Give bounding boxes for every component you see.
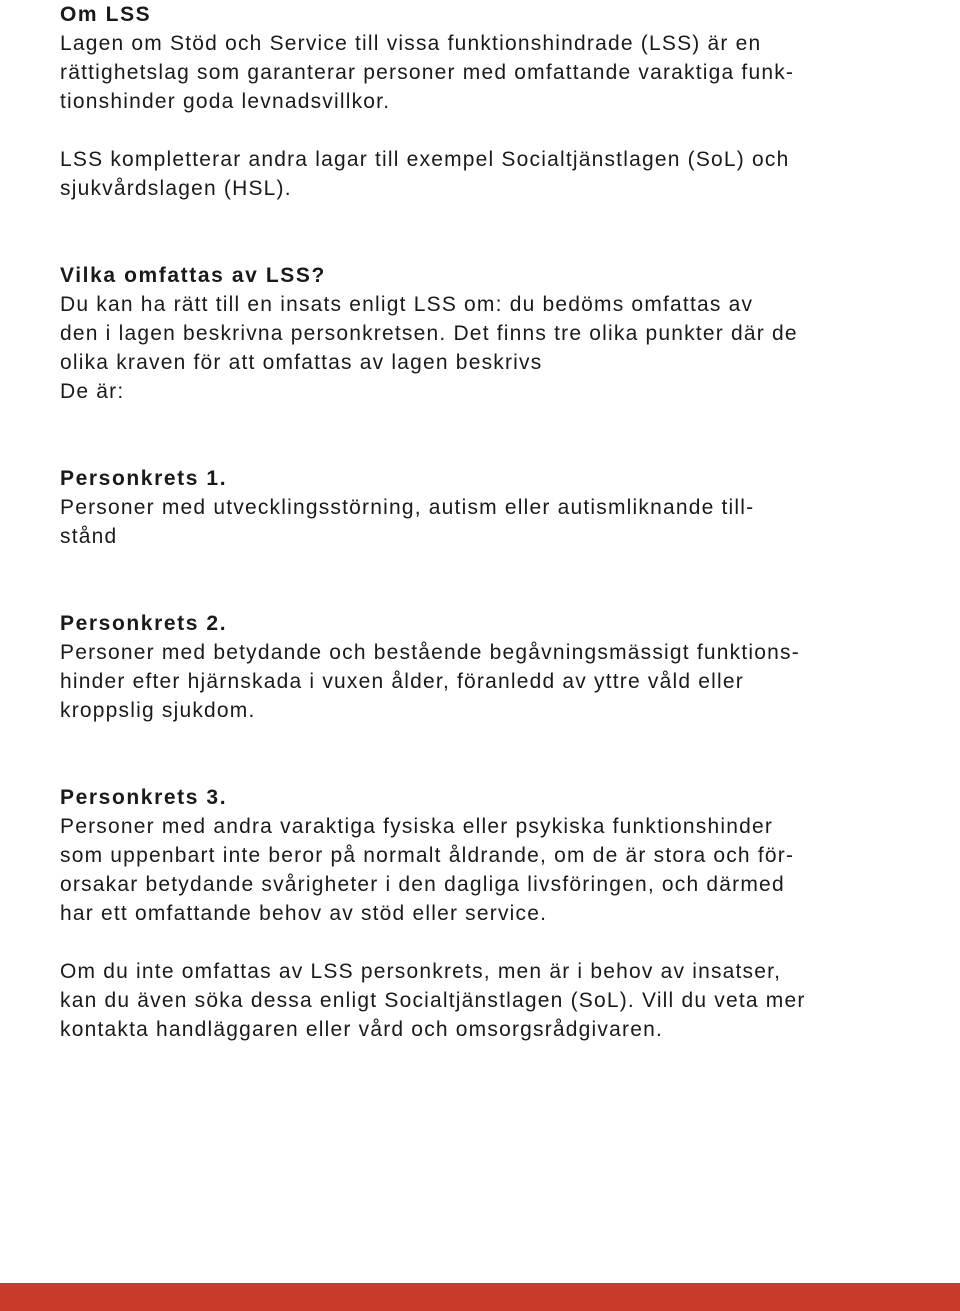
heading-om-lss: Om LSS — [60, 3, 152, 26]
heading-personkrets-2: Personkrets 2. — [60, 612, 228, 635]
text-line: sjukvårdslagen (HSL). — [60, 177, 292, 200]
text-line: De är: — [60, 380, 125, 403]
footer-color-bar — [0, 1283, 960, 1311]
text-line: LSS kompletterar andra lagar till exempel Socialtjänstlagen (SoL) och — [60, 148, 790, 171]
document-page — [60, 0, 900, 1044]
text-line: rättighetslag som garanterar personer med omfattande varaktiga funk- — [60, 61, 795, 84]
spacer — [60, 551, 900, 609]
spacer — [60, 116, 900, 145]
text-line: Om du inte omfattas av LSS personkrets, men är i behov av insatser, — [60, 960, 782, 983]
text-line: kan du även söka dessa enligt Socialtjänstlagen (SoL). Vill du veta mer — [60, 989, 806, 1012]
text-line: har ett omfattande behov av stöd eller service. — [60, 902, 548, 925]
text-line: stånd — [60, 525, 118, 548]
text-line: kontakta handläggaren eller vård och omsorgsrådgivaren. — [60, 1018, 663, 1041]
text-line: Personer med betydande och bestående begåvningsmässigt funktions- — [60, 641, 800, 664]
paragraph-personkrets-3 — [60, 812, 900, 928]
spacer — [60, 928, 900, 957]
paragraph-vilka-omfattas — [60, 290, 900, 406]
spacer — [60, 203, 900, 261]
heading-vilka-omfattas: Vilka omfattas av LSS? — [60, 264, 326, 287]
text-line: Personer med andra varaktiga fysiska eller psykiska funktionshinder — [60, 815, 774, 838]
text-line: som uppenbart inte beror på normalt åldrande, om de är stora och för- — [60, 844, 795, 867]
text-line: Personer med utvecklingsstörning, autism eller autismliknande till- — [60, 496, 755, 519]
text-line: Du kan ha rätt till en insats enligt LSS om: du bedöms omfattas av — [60, 293, 754, 316]
spacer — [60, 406, 900, 464]
text-line: olika kraven för att omfattas av lagen beskrivs — [60, 351, 543, 374]
text-line: hinder efter hjärnskada i vuxen ålder, föranledd av yttre våld eller — [60, 670, 744, 693]
paragraph-personkrets-2 — [60, 638, 900, 725]
text-line: orsakar betydande svårigheter i den dagliga livsföringen, och därmed — [60, 873, 785, 896]
text-line: tionshinder goda levnadsvillkor. — [60, 90, 391, 113]
text-line: kroppslig sjukdom. — [60, 699, 256, 722]
text-line: den i lagen beskrivna personkretsen. Det finns tre olika punkter där de — [60, 322, 798, 345]
spacer — [60, 725, 900, 783]
heading-personkrets-1: Personkrets 1. — [60, 467, 228, 490]
paragraph-personkrets-1 — [60, 493, 900, 551]
paragraph-closing — [60, 957, 900, 1044]
paragraph-om-lss-1 — [60, 29, 900, 116]
paragraph-om-lss-2 — [60, 145, 900, 203]
heading-personkrets-3: Personkrets 3. — [60, 786, 228, 809]
text-line: Lagen om Stöd och Service till vissa funktionshindrade (LSS) är en — [60, 32, 762, 55]
